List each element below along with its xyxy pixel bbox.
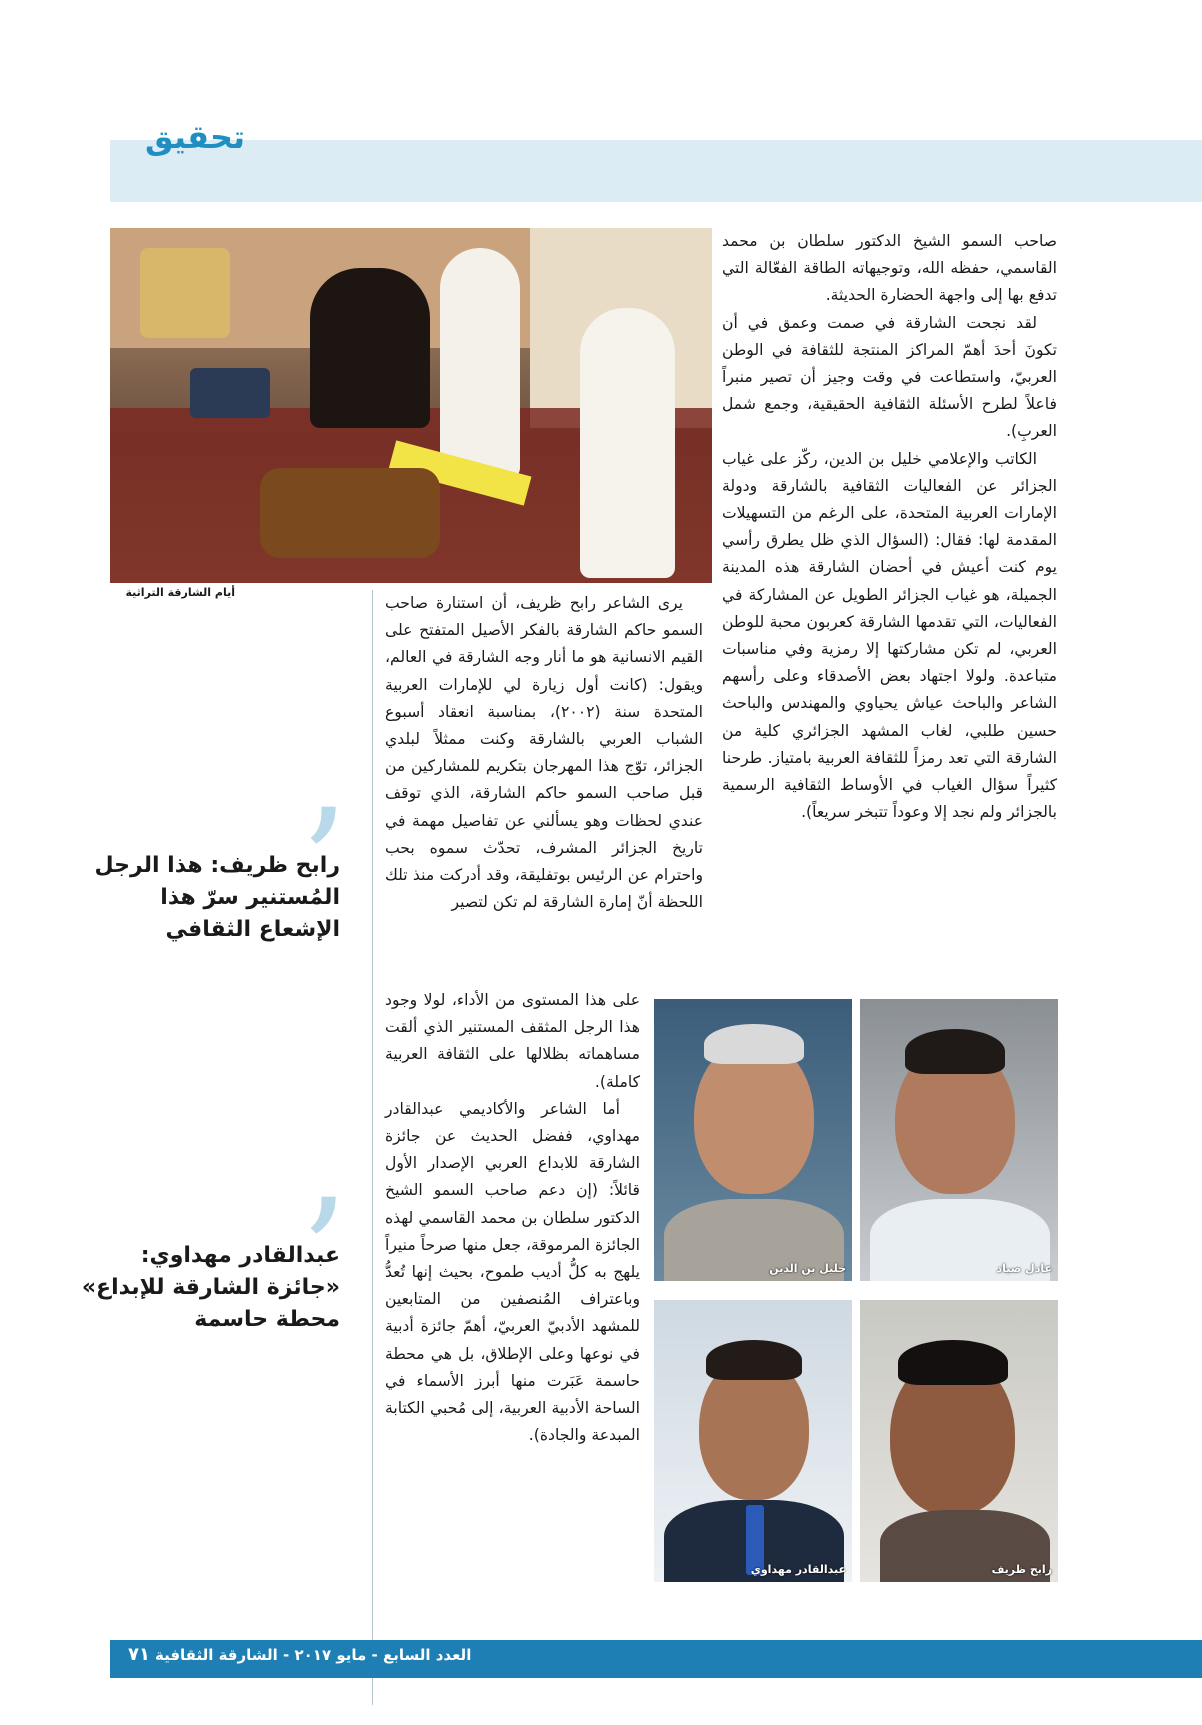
paragraph: يرى الشاعر رابح ظريف، أن استنارة صاحب السمو حاكم الشارقة بالفكر الأصيل المتفتح على القيم الانسانية هو ما أنار وجه الشارقة في العالم، ويقول: (كانت أول زيارة لي للإمارات العربية المتحدة سنة (٢٠٠٢)، بمناسبة انعقاد أسبوع الشباب العربي بالشارقة وكنت ممثلاً لبلدي الجزائر، توّج هذا المهرجان بتكريم للمشاركين من قبل صاحب السمو حاكم الشارقة، الذي توقف عندي لحظات وهو يسألني عن تفاصيل مهمة في تاريخ الجزائر المشرف، تحدّث سموه بحب واحترام عن الرئيس بوتفليقة، وقد أدركت منذ تلك اللحظة أنّ إمارة الشارقة لم تكن لتصير [385,594,703,912]
pull-quote-abdelkader: عبدالقادر مهداوي: «جائزة الشارقة للإبداع» محطة حاسمة [81,1243,340,1332]
paragraph: لقد نجحت الشارقة في صمت وعمق في أن تكونَ أحدَ أهمّ المراكز المنتجة للثقافة في الوطن العربيّ، واستطاعت في وقت وجيز أن تصير منبراً فاعلاً لطرح الأسئلة الثقافية الحقيقية، وجمع شمل العربِ). [722,313,1057,441]
pull-quote-rabah: رابح ظريف: هذا الرجل المُستنير سرّ هذا الإشعاع الثقافي [94,853,340,942]
column-divider [372,590,373,1705]
heritage-days-photo [110,228,712,583]
header-band [110,140,1202,202]
paragraph: الكاتب والإعلامي خليل بن الدين، ركّز على غياب الجزائر عن الفعاليات الثقافية بالشارقة ودولة الإمارات العربية المتحدة، على الرغم من التسهيلات المقدمة لها: فقال: (السؤال الذي ظل يطرق رأسي يوم كنت أعيش في أحضان الشارقة هذه المدينة الجميلة، هو غياب الجزائر الطويل عن المشاركة في الفعاليات، التي تقدمها الشارقة كعربون محبة للوطن العربي، لم تكن مشاركتها إلا رمزية وفي مناسبات متباعدة. ولولا اجتهاد بعض الأصدقاء وعلى رأسهم الشاعر والباحث عياش يحياوي والمهندس والباحث حسين طلبي، لغاب المشهد الجزائري كلية من الشارقة التي تعد رمزاً للثقافة العربية بامتياز. طرحنا كثيراً سؤال الغياب في الأوساط الثقافية الرسمية بالجزائر ولم نجد إلا وعوداً تتبخر سريعاً). [722,449,1057,822]
portrait-abdelkader-mahdaoui [652,1298,854,1584]
footer-issue: العدد السابع - مايو ٢٠١٧ - الشارقة الثقافية [155,1646,472,1664]
page-number: ٧١ [128,1644,150,1665]
quote-mark-icon: ’ [300,778,348,952]
portrait-adel-sayad [858,997,1060,1283]
portrait-label: عادل صياد [996,1262,1052,1275]
portrait-label: رابح ظريف [991,1563,1052,1576]
portrait-label: خليل بن الدين [769,1262,846,1275]
paragraph: على هذا المستوى من الأداء، لولا وجود هذا الرجل المثقف المستنير الذي ألقت مساهماته بظلالها على الثقافة العربية كاملة). [385,991,640,1091]
section-title: تحقيق [145,118,246,156]
portrait-rabah-zarif [858,1298,1060,1584]
quote-mark-icon: ’ [300,1168,348,1342]
portrait-label: عبدالقادر مهداوي [750,1563,846,1576]
middle-column-upper-text [385,590,703,916]
middle-column-lower-text [385,987,640,1449]
paragraph: صاحب السمو الشيخ الدكتور سلطان بن محمد القاسمي، حفظه الله، وتوجيهاته الطاقة الفعّالة التي تدفع بها إلى واجهة الحضارة الحديثة. [722,232,1057,305]
right-column-text [722,228,1057,826]
paragraph: أما الشاعر والأكاديمي عبدالقادر مهداوي، ففضل الحديث عن جائزة الشارقة للابداع العربي الإصدار الأول قائلاً: (إن دعم صاحب السمو الشيخ الدكتور سلطان بن محمد القاسمي لهذه الجائزة المرموقة، جعل منها صرحاً منيراً يلهج به كلُّ أديب طموح، بحيث إنها تُعدُّ وباعتراف المُنصفين من المتابعين للمشهد الأدبيّ العربيّ، أهمّ جائزة أدبية في نوعها وعلى الإطلاق، بل هي محطة حاسمة عَبَرت منها أبرز الأسماء في الساحة الأدبية العربية، إلى مُحبي الكتابة المبدعة والجادة). [385,1099,640,1445]
portrait-khalil-bendine [652,997,854,1283]
photo-caption: أيام الشارقة التراثية [125,586,235,599]
